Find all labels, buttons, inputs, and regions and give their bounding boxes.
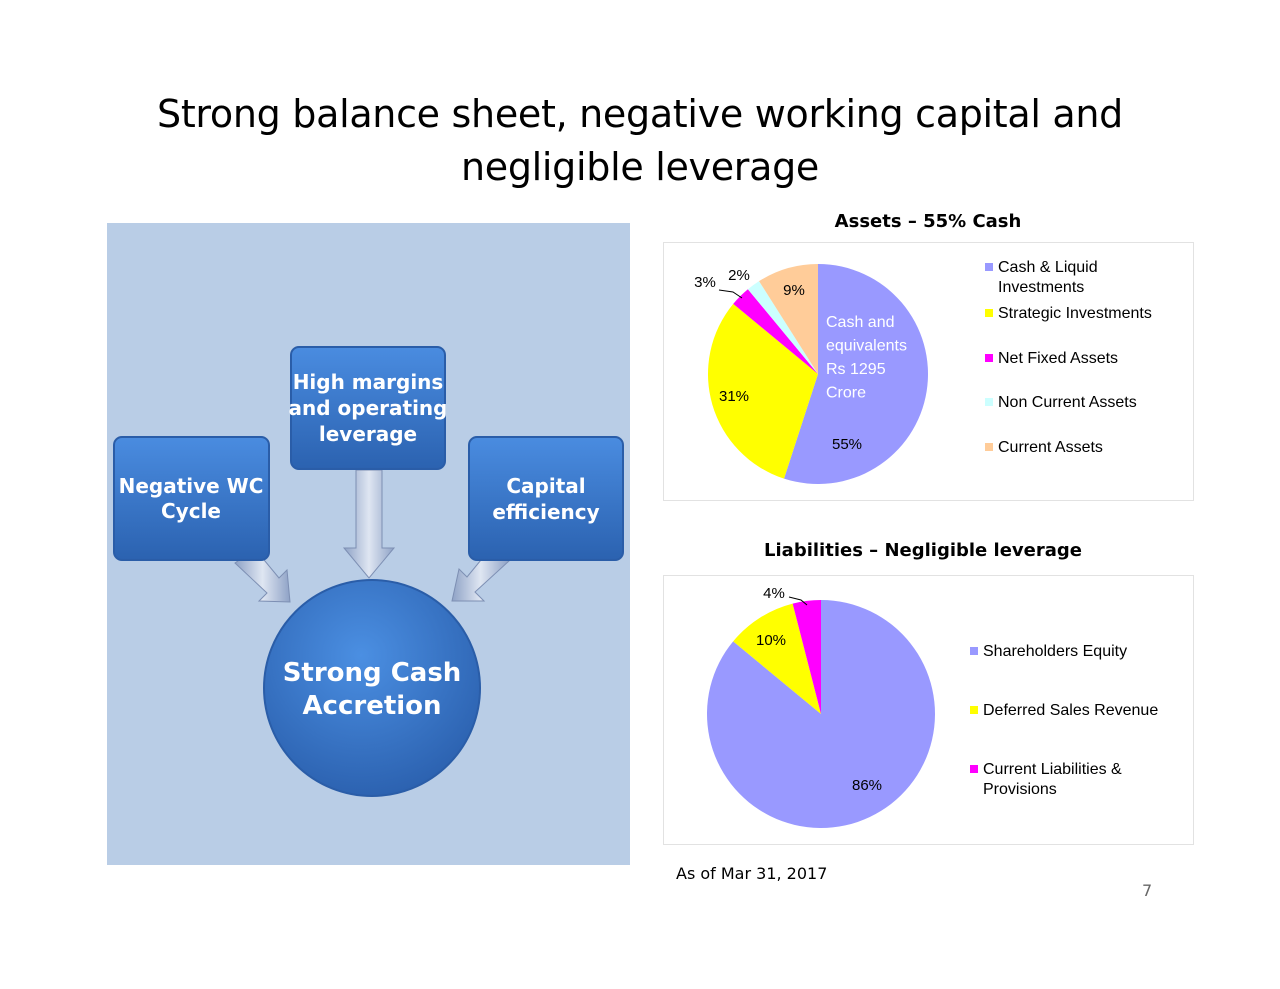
pie-annotation-line-3: Rs 1295	[826, 361, 886, 378]
legend-swatch-0-1	[985, 309, 993, 317]
legend-label-1-0: Shareholders Equity	[983, 643, 1128, 660]
strategy-diagram	[107, 223, 630, 865]
legend-label-0-2: Net Fixed Assets	[998, 350, 1119, 367]
box-capital-efficiency-line-1: Capital	[506, 474, 586, 498]
title-line-2: negligible leverage	[460, 145, 820, 189]
box-high-margins-line-3: leverage	[318, 422, 418, 446]
assets-chart-title: Assets – 55% Cash	[834, 211, 1022, 232]
legend-label-1-1: Deferred Sales Revenue	[983, 702, 1159, 719]
pie-annotation-line-2: equivalents	[826, 337, 907, 355]
liabilities-pie-chart	[663, 575, 1193, 845]
pie-annotation-line-4: Crore	[826, 384, 867, 402]
legend-label-0-4: Current Assets	[998, 439, 1103, 456]
box-negative-wc	[114, 437, 269, 560]
legend-swatch-0-4	[985, 443, 993, 451]
legend-swatch-0-0	[985, 263, 993, 271]
data-label-0-2: 3%	[694, 274, 716, 291]
data-label-0-1: 31%	[718, 388, 750, 405]
box-negative-wc-line-2: Cycle	[161, 499, 221, 523]
leader-line-0-2	[719, 290, 742, 298]
legend-swatch-0-3	[985, 398, 993, 406]
box-high-margins-line-1: High margins	[292, 370, 444, 394]
box-capital-efficiency	[469, 437, 623, 560]
data-label-0-0: 55%	[831, 436, 863, 453]
page-number: 7	[1142, 881, 1153, 900]
liabilities-chart-title: Liabilities – Negligible leverage	[764, 540, 1082, 561]
circle-strong-cash	[264, 580, 480, 796]
data-label-1-0: 86%	[851, 777, 883, 794]
title-line-1: Strong balance sheet, negative working capital and	[157, 92, 1123, 136]
legend-label-0-1: Strategic Investments	[998, 305, 1152, 322]
data-label-1-1: 10%	[755, 632, 787, 649]
box-capital-efficiency-line-2: efficiency	[492, 500, 600, 524]
pie-annotation-line-1: Cash and	[826, 314, 895, 331]
circle-line-2: Accretion	[302, 691, 442, 721]
data-label-0-4: 9%	[783, 282, 805, 299]
box-negative-wc-line-1: Negative WC	[118, 474, 264, 498]
footnote: As of Mar 31, 2017	[676, 864, 828, 883]
legend-label-0-3: Non Current Assets	[998, 394, 1137, 411]
data-label-0-3: 2%	[728, 267, 750, 284]
legend-swatch-1-1	[970, 706, 978, 714]
circle-line-1: Strong Cash	[282, 658, 462, 688]
data-label-1-2: 4%	[763, 585, 785, 602]
legend-label-0-0: Cash & Liquid Investments	[998, 259, 1098, 296]
box-high-margins	[289, 347, 448, 469]
legend-swatch-1-0	[970, 647, 978, 655]
box-high-margins-line-2: and operating	[288, 396, 448, 420]
slide-title	[100, 88, 1180, 194]
legend-swatch-1-2	[970, 765, 978, 773]
assets-pie-chart	[663, 242, 1193, 500]
legend-label-1-2: Current Liabilities & Provisions	[983, 761, 1122, 798]
legend-swatch-0-2	[985, 354, 993, 362]
